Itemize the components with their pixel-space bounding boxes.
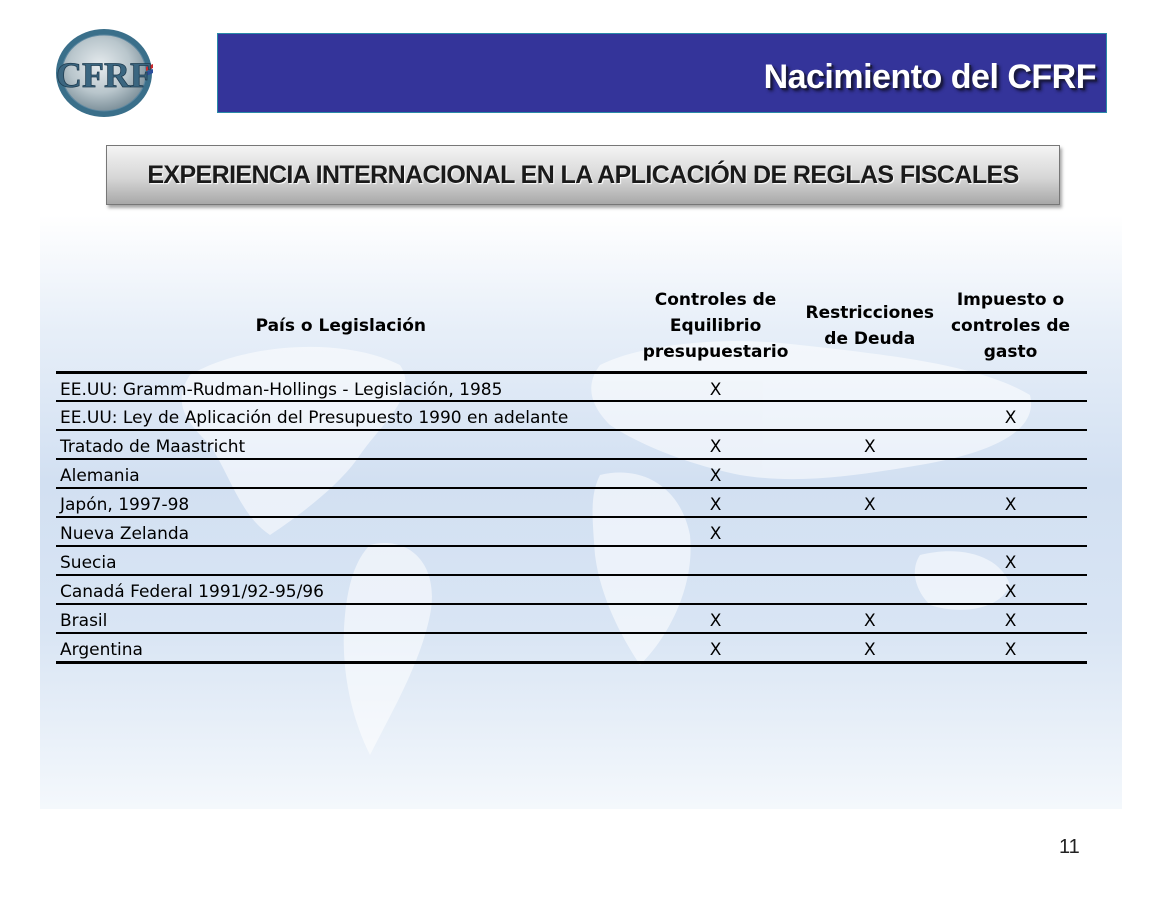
header-gasto: Impuesto o controles de gasto bbox=[950, 290, 1071, 363]
slide-title: Nacimiento del CFRF bbox=[763, 58, 1096, 96]
table-row bbox=[56, 430, 1087, 459]
cell-deuda: X bbox=[806, 488, 935, 517]
cell-country: Canadá Federal 1991/92-95/96 bbox=[56, 575, 626, 604]
cell-country: Argentina bbox=[56, 633, 626, 662]
cell-country: EE.UU: Gramm-Rudman-Hollings - Legislación, 1985 bbox=[56, 372, 626, 401]
fiscal-rules-table bbox=[56, 286, 1087, 664]
slide-subtitle: EXPERIENCIA INTERNACIONAL EN LA APLICACIÓN DE REGLAS FISCALES bbox=[147, 161, 1019, 189]
cell-equilibrio bbox=[626, 546, 806, 575]
cell-gasto bbox=[934, 517, 1087, 546]
cell-equilibrio: X bbox=[626, 604, 806, 633]
cell-gasto bbox=[934, 430, 1087, 459]
subtitle-box bbox=[106, 145, 1060, 205]
cell-country: Tratado de Maastricht bbox=[56, 430, 626, 459]
cell-equilibrio: X bbox=[626, 517, 806, 546]
cell-equilibrio bbox=[626, 575, 806, 604]
cell-equilibrio: X bbox=[626, 430, 806, 459]
cell-country: EE.UU: Ley de Aplicación del Presupuesto 1990 en adelante bbox=[56, 401, 626, 430]
cell-gasto: X bbox=[934, 488, 1087, 517]
table-row bbox=[56, 604, 1087, 633]
table-row bbox=[56, 372, 1087, 401]
cell-equilibrio: X bbox=[626, 488, 806, 517]
table-row bbox=[56, 459, 1087, 488]
table-row bbox=[56, 633, 1087, 662]
cell-deuda: X bbox=[806, 633, 935, 662]
cell-equilibrio: X bbox=[626, 633, 806, 662]
cell-country: Japón, 1997-98 bbox=[56, 488, 626, 517]
cell-deuda bbox=[806, 372, 935, 401]
cell-deuda: X bbox=[806, 604, 935, 633]
cell-gasto: X bbox=[934, 575, 1087, 604]
table-row bbox=[56, 401, 1087, 430]
cell-deuda bbox=[806, 575, 935, 604]
cell-country: Brasil bbox=[56, 604, 626, 633]
cell-deuda bbox=[806, 459, 935, 488]
cell-deuda bbox=[806, 517, 935, 546]
cell-gasto: X bbox=[934, 401, 1087, 430]
header-country: País o Legislación bbox=[255, 316, 426, 337]
table-row bbox=[56, 488, 1087, 517]
logo-text: CFRF bbox=[56, 55, 152, 95]
cell-gasto: X bbox=[934, 633, 1087, 662]
header-deuda: Restricciones de Deuda bbox=[805, 303, 935, 350]
header-equilibrio: Controles de Equilibrio presupuestario bbox=[642, 290, 789, 363]
cell-country: Nueva Zelanda bbox=[56, 517, 626, 546]
cell-gasto: X bbox=[934, 604, 1087, 633]
cell-deuda bbox=[806, 401, 935, 430]
page-number: 11 bbox=[1059, 836, 1080, 858]
cell-equilibrio: X bbox=[626, 372, 806, 401]
cell-gasto bbox=[934, 372, 1087, 401]
cell-equilibrio: X bbox=[626, 459, 806, 488]
table-row bbox=[56, 575, 1087, 604]
cell-gasto: X bbox=[934, 546, 1087, 575]
table-row bbox=[56, 517, 1087, 546]
cell-equilibrio bbox=[626, 401, 806, 430]
table-row bbox=[56, 546, 1087, 575]
cell-deuda: X bbox=[806, 430, 935, 459]
cell-gasto bbox=[934, 459, 1087, 488]
cell-country: Alemania bbox=[56, 459, 626, 488]
title-bar bbox=[217, 33, 1107, 113]
cell-country: Suecia bbox=[56, 546, 626, 575]
cell-deuda bbox=[806, 546, 935, 575]
cfrf-logo bbox=[54, 27, 154, 119]
table-header-row bbox=[56, 286, 1087, 372]
